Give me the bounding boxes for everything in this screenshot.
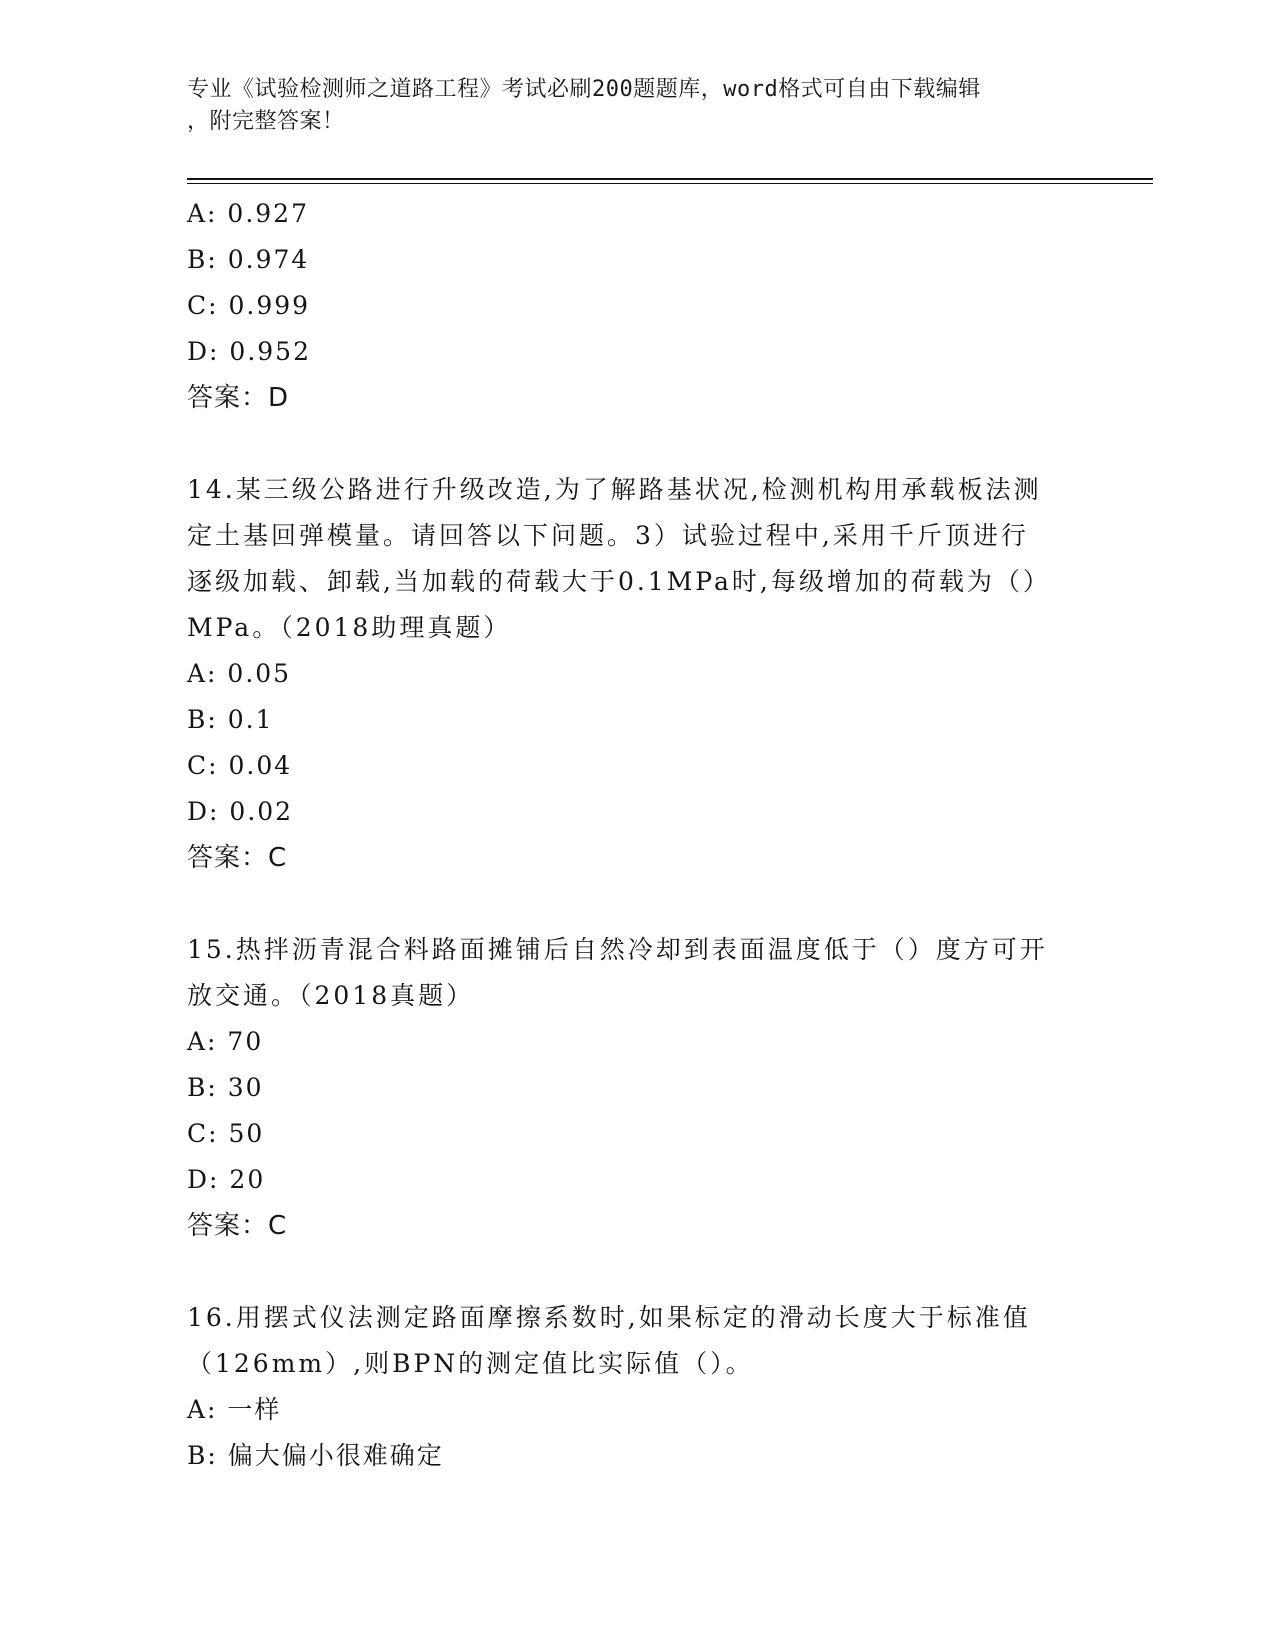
answer-option: A: 0.927 <box>187 199 309 228</box>
question-text-line: 16.用摆式仪法测定路面摩擦系数时,如果标定的滑动长度大于标准值 <box>187 1303 1031 1332</box>
question-block-q15 <box>187 927 1087 1295</box>
header-line-1: 专业《试验检测师之道路工程》考试必刷200题题库，word格式可自由下载编辑 <box>187 77 981 102</box>
header-line-2: ，附完整答案！ <box>187 109 345 134</box>
answer-option: D: 0.02 <box>187 797 294 826</box>
answer-option: C: 0.999 <box>187 291 311 320</box>
question-text-line: 逐级加载、卸载,当加载的荷载大于0.1MPa时,每级增加的荷载为（） <box>187 567 1051 596</box>
question-text-line: （126mm）,则BPN的测定值比实际值（）。 <box>187 1349 754 1378</box>
question-block-q13-tail <box>187 191 1087 467</box>
question-spacer <box>187 421 1087 467</box>
question-text <box>187 927 1087 1019</box>
answer-option: B: 0.974 <box>187 245 310 274</box>
answer-option: A: 0.05 <box>187 659 292 688</box>
question-text-line: 放交通。（2018真题） <box>187 981 475 1010</box>
answer-option: A: 70 <box>187 1027 264 1056</box>
question-text <box>187 467 1087 651</box>
answer-option: B: 0.1 <box>187 705 274 734</box>
question-text-line: MPa。（2018助理真题） <box>187 613 512 642</box>
answer-option: C: 0.04 <box>187 751 293 780</box>
answer-option: A: 一样 <box>187 1395 282 1424</box>
question-block-q16 <box>187 1295 1087 1479</box>
question-list <box>187 191 1087 1479</box>
answer-key: 答案：D <box>187 383 290 413</box>
question-text <box>187 1295 1087 1387</box>
question-spacer <box>187 881 1087 927</box>
question-text-line: 14.某三级公路进行升级改造,为了解路基状况,检测机构用承载板法测 <box>187 475 1042 504</box>
answer-key: 答案：C <box>187 1211 288 1241</box>
header-divider-thick <box>187 178 1153 180</box>
answer-key: 答案：C <box>187 843 288 873</box>
question-block-q14 <box>187 467 1087 927</box>
question-text-line: 15.热拌沥青混合料路面摊铺后自然冷却到表面温度低于（）度方可开 <box>187 935 1048 964</box>
answer-option: B: 偏大偏小很难确定 <box>187 1441 444 1470</box>
question-spacer <box>187 1249 1087 1295</box>
question-text-line: 定土基回弹模量。请回答以下问题。3）试验过程中,采用千斤顶进行 <box>187 521 1029 550</box>
answer-option: D: 0.952 <box>187 337 311 366</box>
answer-option: D: 20 <box>187 1165 266 1194</box>
answer-option: C: 50 <box>187 1119 265 1148</box>
answer-option: B: 30 <box>187 1073 264 1102</box>
document-header <box>187 74 1087 138</box>
header-divider-thin <box>187 183 1153 184</box>
